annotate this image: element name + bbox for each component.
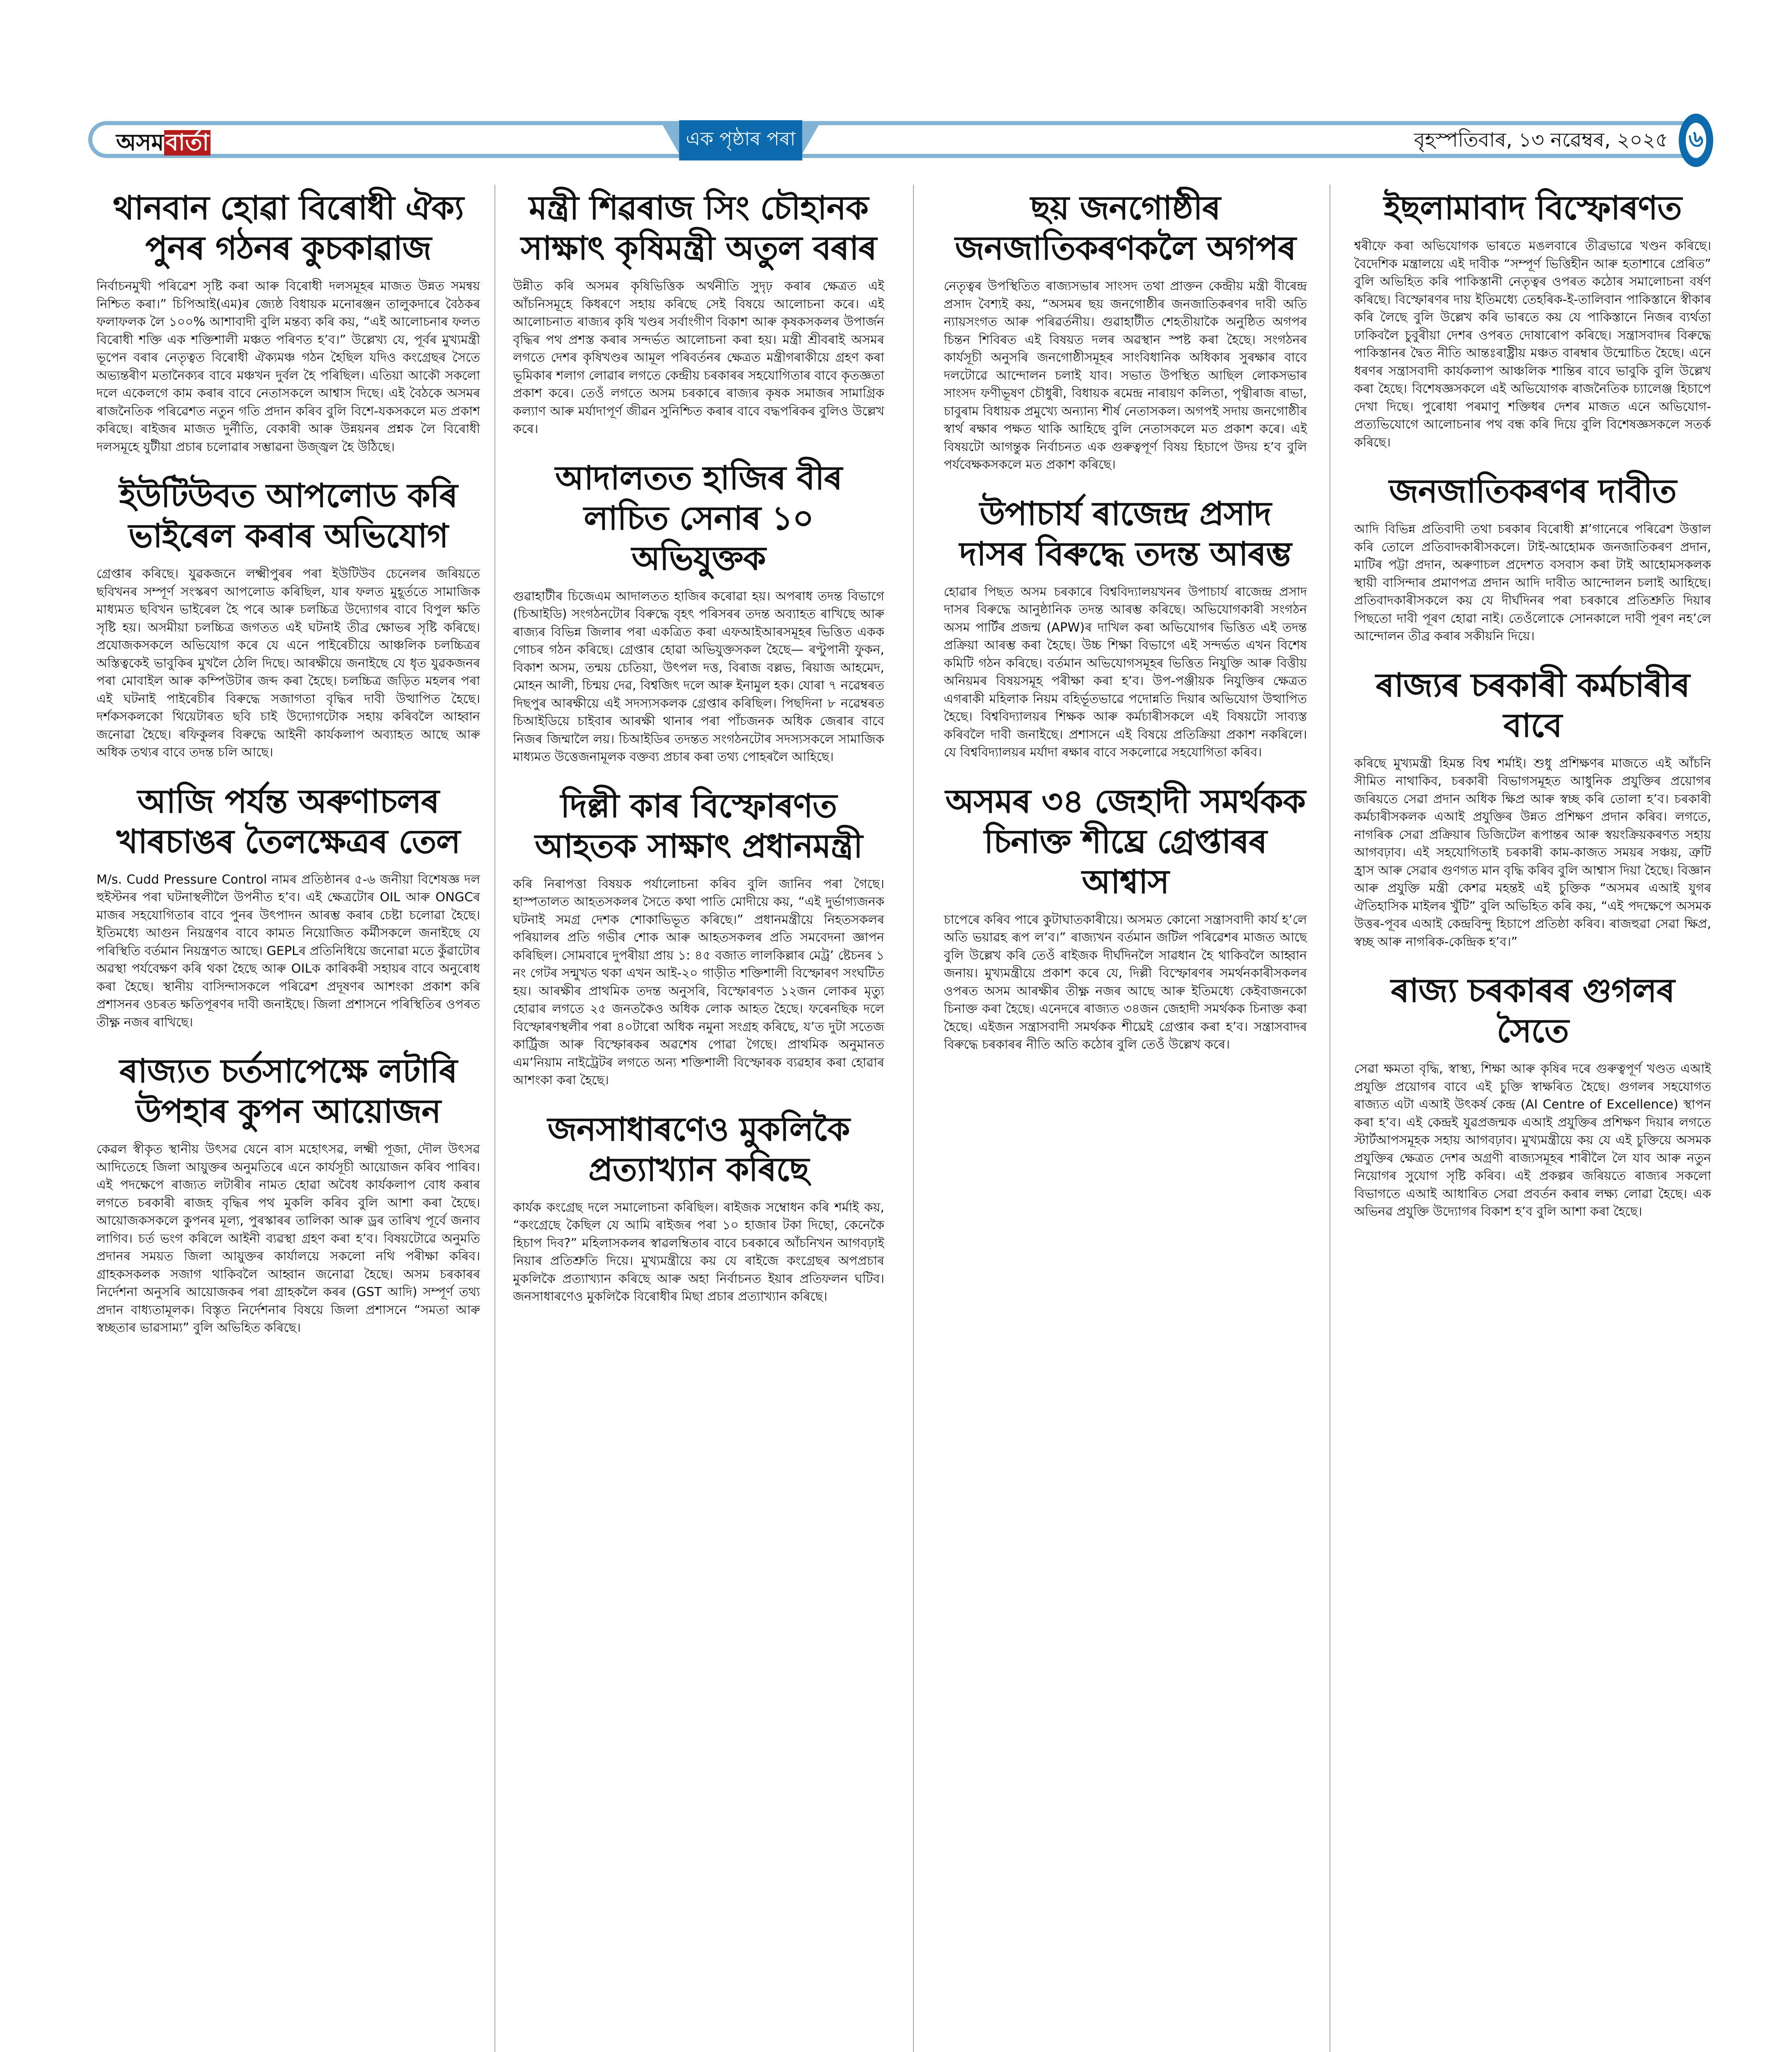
- column-1: [96, 181, 480, 2052]
- story-headline: ইছলামাবাদ বিস্ফোৰণত: [1384, 189, 1682, 227]
- story-headline: দিল্লী কাৰ বিস্ফোৰণত আহতক সাক্ষাৎ প্ৰধানমন্ত্ৰী: [535, 786, 863, 865]
- story: [1354, 963, 1711, 1221]
- story-body: হোৱাৰ পিছত অসম চৰকাৰে বিশ্ববিদ্যালয়খনৰ উপাচাৰ্য ৰাজেন্দ্ৰ প্ৰসাদ দাসৰ বিৰুদ্ধে আনুষ্ঠানিক তদন্ত আৰম্ভ কৰিছে। অভিযোগকাৰী সংগঠন অসম পাৰ্টিৰ প্ৰজন্ম (APW)ৰ দাখিল কৰা অভিযোগৰ ভিত্তিত এই তদন্ত প্ৰক্ৰিয়া আৰম্ভ কৰা হৈছে। উচ্চ শিক্ষা বিভাগে এই সন্দৰ্ভত এখন বিশেষ কমিটি গঠন কৰিছে। বৰ্তমান অভিযোগসমূহৰ ভিত্তিত নিযুক্তি আৰু বিত্তীয় অনিয়মৰ বিষয়সমূহ পৰীক্ষা কৰা হ’ব। উপ-পঞ্জীয়ক নিযুক্তিৰ ক্ষেত্ৰত এগৰাকী মহিলাক নিয়ম বহিৰ্ভূতভাৱে পদোন্নতি দিয়াৰ অভিযোগ উত্থাপিত হৈছে। বিশ্ববিদ্যালয়ৰ শিক্ষক আৰু কৰ্মচাৰীসকলে এই বিষয়টো সাব্যস্ত কৰিবলৈ দাবী জনাইছে। প্ৰশাসনে এই বিষয়ে প্ৰতিক্ৰিয়া প্ৰকাশ নকৰিলে। যে বিশ্ববিদ্যালয়ৰ মৰ্যাদা ৰক্ষাৰ বাবে সকলোৱে সহযোগিতা কৰিব।: [944, 584, 1307, 760]
- page-number-badge: [1679, 114, 1713, 167]
- column-2: [513, 181, 884, 2052]
- column-divider: [494, 185, 495, 2052]
- story-body: কৰি নিৰাপত্তা বিষয়ক পৰ্যালোচনা কৰিব বুলি জানিব পৰা গৈছে। হাস্পতালত আহতসকলৰ সৈতে কথা পাতি মোদীয়ে কয়, “এই দুৰ্ভাগ্যজনক ঘটনাই সমগ্ৰ দেশক শোকাভিভূত কৰিছে।” প্ৰধানমন্ত্ৰীয়ে নিহতসকলৰ পৰিয়ালৰ প্ৰতি গভীৰ শোক আৰু আহতসকলৰ প্ৰতি সমবেদনা জ্ঞাপন কৰিছিল। সোমবাৰে দুপৰীয়া প্ৰায় ১: ৪৫ বজাত লালকিল্লাৰ মেট্ৰ’ ষ্টেচনৰ ১ নং গেটৰ সন্মুখত থকা এখন আই-২০ গাড়ীত শক্তিশালী বিস্ফোৰণ সংঘটিত হয়। আৰক্ষীৰ প্ৰাথমিক তদন্ত অনুসৰি, বিস্ফোৰণত ১২জন লোকৰ মৃত্যু হোৱাৰ লগতে ২৫ জনতকৈও অধিক লোক আহত হৈছে। ফৰেনছিক দলে বিস্ফোৰণস্থলীৰ পৰা ৪০টাৰো অধিক নমুনা সংগ্ৰহ কৰিছে, য’ত দুটা সতেজ কাৰ্ট্ৰিজ আৰু বিস্ফোৰকৰ অৱশেষ পোৱা গৈছে। প্ৰাথমিক অনুমানত এম’নিয়াম নাইট্ৰেটৰ লগতে অন্য শক্তিশালী বিস্ফোৰক ব্যৱহাৰ কৰা হোৱাৰ আশংকা কৰা হৈছে।: [513, 877, 884, 1088]
- story-body: গ্ৰেপ্তাৰ কৰিছে। যুৱকজনে লক্ষ্মীপুৰৰ পৰা ইউটিউব চেনেলৰ জৰিয়তে ছবিখনৰ সম্পূৰ্ণ সংস্কৰণ আপলোড কৰিছিল, যাৰ ফলত মুহূৰ্ততে সামাজিক মাধ্যমত ছবিখন ভাইৰেল হৈ পৰে আৰু চলচ্চিত্ৰ উদ্যোগৰ বাবে বিপুল ক্ষতি সৃষ্টি হয়। অসমীয়া চলচ্চিত্ৰ জগতত এই ঘটনাই তীব্ৰ ক্ষোভৰ সৃষ্টি কৰিছে। প্ৰযোজকসকলে অভিযোগ কৰে যে এনে পাইৰেচীয়ে আঞ্চলিক চলচ্চিত্ৰৰ অস্তিত্বকেই ভাবুকিৰ মুখলৈ ঠেলি দিছে। আৰক্ষীয়ে জনাইছে যে ধৃত যুৱকজনৰ পৰা মোবাইল আৰু কম্পিউটাৰ জব্দ কৰা হৈছে। চলচ্চিত্ৰ জড়িত মহলৰ পৰা এই ঘটনাই পাইৰেচীৰ বিৰুদ্ধে সজাগতা বৃদ্ধিৰ দাবী উত্থাপিত হৈছে। দৰ্শকসকলকো থিয়েটাৰত ছবি চাই উদ্যোগটোক সহায় কৰিবলৈ আহ্বান জনোৱা হৈছে। ৰফিকুলৰ বিৰুদ্ধে আইনী কাৰ্যকলাপ অব্যাহত আছে আৰু অধিক তথ্যৰ বাবে তদন্ত চলি আছে।: [96, 567, 480, 760]
- story: [96, 468, 480, 762]
- story: [96, 774, 480, 1032]
- banner-wing-left: [663, 125, 679, 154]
- story-headline: ৰাজ্য চৰকাৰৰ গুগলৰ সৈতে: [1391, 971, 1675, 1050]
- story: [1354, 658, 1711, 951]
- story-headline: উপাচাৰ্য ৰাজেন্দ্ৰ প্ৰসাদ দাসৰ বিৰুদ্ধে তদন্ত আৰম্ভ: [959, 494, 1291, 573]
- story-body: M/s. Cudd Pressure Control নামৰ প্ৰতিষ্ঠানৰ ৫-৬ জনীয়া বিশেষজ্ঞ দল হুইস্টনৰ পৰা ঘটনাস্থলীলৈ উপনীত হ’ব। এই ক্ষেত্ৰটোৰ OIL আৰু ONGCৰ মাজৰ সহযোগিতাৰ বাবে পুনৰ উৎপাদন আৰম্ভ কৰাৰ চেষ্টা চলোৱা হৈছে। ইতিমধ্যে আগুন নিয়ন্ত্ৰণৰ বাবে কামত নিয়োজিত কৰ্মীসকলে জনাইছে যে পৰিস্থিতি বৰ্তমান নিয়ন্ত্ৰণত আছে। GEPLৰ প্ৰতিনিধিয়ে জনোৱা মতে কুঁৱাটোৰ অৱস্থা পৰ্যবেক্ষণ কৰি থকা হৈছে আৰু OILক কাৰিকৰী সহায়ৰ বাবে অনুৰোধ কৰা হৈছে। স্থানীয় বাসিন্দাসকলে পৰিৱেশ প্ৰদূষণৰ আশংকা প্ৰকাশ কৰি প্ৰশাসনৰ ওচৰত ক্ষতিপূৰণৰ দাবী জনাইছে। জিলা প্ৰশাসনে পৰিস্থিতিৰ ওপৰত তীক্ষ্ণ নজৰ ৰাখিছে।: [96, 872, 480, 1030]
- column-3: [944, 181, 1307, 2052]
- story-body: উন্নীত কৰি অসমৰ কৃষিভিত্তিক অৰ্থনীতি সুদৃঢ় কৰাৰ ক্ষেত্ৰত এই আঁচনিসমূহে কিধৰণে সহায় কৰিছে সেই বিষয়ে আলোচনা কৰে। এই আলোচনাত ৰাজ্যৰ কৃষি খণ্ডৰ সৰ্বাংগীণ বিকাশ আৰু কৃষকসকলৰ উপাৰ্জন বৃদ্ধিৰ পথ প্ৰশস্ত কৰাৰ সন্দৰ্ভত আলোচনা কৰা হয়। মন্ত্ৰী শ্ৰীবৰাই অসমৰ লগতে দেশৰ কৃষিখণ্ডৰ আমূল পৰিবৰ্তনৰ ক্ষেত্ৰত মন্ত্ৰীগৰাকীয়ে গ্ৰহণ কৰা ভূমিকাৰ শলাগ লোৱাৰ লগতে কেন্দ্ৰীয় চৰকাৰৰ সহযোগিতাৰ বাবে কৃতজ্ঞতা প্ৰকাশ কৰে। তেওঁ লগতে অসম চৰকাৰে ৰাজ্যৰ কৃষক সমাজৰ সামাগ্ৰিক কল্যাণ আৰু মৰ্যাদাপূৰ্ণ জীৱন সুনিশ্চিত কৰাৰ বাবে বদ্ধপৰিকৰ বুলিও উল্লেখ কৰে।: [513, 279, 884, 436]
- page-header: [88, 121, 1713, 159]
- story-body: নেতৃত্বৰ উপস্থিতিত ৰাজ্যসভাৰ সাংসদ তথা প্ৰাক্তন কেন্দ্ৰীয় মন্ত্ৰী বীৰেন্দ্ৰ প্ৰসাদ বৈশ্যই কয়, “অসমৰ ছয় জনগোষ্ঠীৰ জনজাতিকৰণৰ দাবী অতি ন্যায়সংগত আৰু পৰিৱৰ্তনীয়। গুৱাহাটীত শেহতীয়াকৈ অনুষ্ঠিত অগপৰ চিন্তন শিবিৰত এই বিষয়ত দলৰ অৱস্থান স্পষ্ট কৰা হৈছে। সংগঠনৰ কাৰ্যসূচী অনুসৰি জনগোষ্ঠীসমূহৰ সাংবিধানিক অধিকাৰ সুৰক্ষাৰ বাবে দলটোৱে আন্দোলন চলাই যাব। সভাত উপস্থিত আছিল লোকসভাৰ সাংসদ ফণীভূষণ চৌধুৰী, বিধায়ক ৰমেন্দ্ৰ নাৰায়ণ কলিতা, পৃথ্বীৰাজ ৰাভা, চাবুৰাম বিধায়ক প্ৰমুখ্যে অন্যান্য শীৰ্ষ নেতাসকল। অগপই সদায় জনগোষ্ঠীৰ স্বাৰ্থ ৰক্ষাৰ পক্ষত থাকি আহিছে বুলি নেতাসকলে মত প্ৰকাশ কৰে। এই বিষয়টো আগন্তুক নিৰ্বাচনত এক গুৰুত্বপূৰ্ণ বিষয় হিচাপে উদয় হ’ব বুলি পৰ্যবেক্ষকসকলে মত প্ৰকাশ কৰিছে।: [944, 279, 1307, 472]
- story-headline: ছয় জনগোষ্ঠীৰ জনজাতিকৰণকলৈ অগপৰ: [955, 189, 1296, 267]
- story: [513, 1102, 884, 1306]
- story-headline: জনসাধাৰণেও মুকলিকৈ প্ৰত্যাখ্যান কৰিছে: [547, 1110, 850, 1189]
- story-body: কাৰ্যক কংগ্ৰেছ দলে সমালোচনা কৰিছিল। ৰাইজক সম্বোধন কৰি শৰ্মাই কয়, “কংগ্ৰেছে কৈছিল যে আমি ৰাইজৰ পৰা ১০ হাজাৰ টকা দিছো, কেনেকৈ হিচাপ দিব?” মহিলাসকলৰ স্বাৱলম্বিতাৰ বাবে চৰকাৰে আঁচনিখন আগবঢ়াই নিয়াৰ প্ৰতিশ্ৰুতি দিয়ে। মুখ্যমন্ত্ৰীয়ে কয় যে ৰাইজে কংগ্ৰেছৰ অপপ্ৰচাৰ মুকলিকৈ প্ৰত্যাখ্যান কৰিছে আৰু অহা নিৰ্বাচনত ইয়াৰ প্ৰতিফলন ঘটিব। জনসাধাৰণেও মুকলিকৈ বিৰোধীৰ মিছা প্ৰচাৰ প্ৰত্যাখ্যান কৰিছে।: [513, 1200, 884, 1304]
- story: [944, 486, 1307, 762]
- story-headline: জনজাতিকৰণৰ দাবীত: [1389, 472, 1676, 510]
- story-body: কৰিছে মুখ্যমন্ত্ৰী হিমন্ত বিশ্ব শৰ্মাই। শুধু প্ৰশিক্ষণৰ মাজতে এই আঁচনি সীমিত নাথাকিব, চৰকাৰী বিভাগসমূহত আধুনিক প্ৰযুক্তিৰ প্ৰয়োগৰ জৰিয়তে সেৱা প্ৰদান অধিক ক্ষিপ্ৰ আৰু স্বচ্ছ কৰি তোলা হ’ব। চৰকাৰী কৰ্মচাৰীসকলক এআই প্ৰযুক্তিৰ উন্নত প্ৰশিক্ষণ প্ৰদান কৰিব। লগতে, নাগৰিক সেৱা প্ৰক্ৰিয়াৰ ডিজিটেল ৰূপান্তৰ আৰু স্বয়ংক্ৰিয়কৰণত সহায় আগবঢ়াব। এই সহযোগিতাই চৰকাৰী কাম-কাজত সময়ৰ সঞ্চয়, ত্ৰুটি হ্ৰাস আৰু সেৱাৰ গুণগত মান বৃদ্ধি কৰিব বুলি আশ্বাস দিয়া হৈছে। বিজ্ঞান আৰু প্ৰযুক্তি মন্ত্ৰী কেশৱ মহন্তই এই চুক্তিক “অসমৰ এআই যুগৰ ঐতিহাসিক মাইলৰ খুঁটি” বুলি অভিহিত কৰি কয়, “এই পদক্ষেপে অসমক উত্তৰ-পূবৰ এআই কেন্দ্ৰবিন্দু হিচাপে প্ৰতিষ্ঠা কৰিব। ৰাজহুৱা সেৱা ক্ষিপ্ৰ, স্বচ্ছ আৰু নাগৰিক-কেন্দ্ৰিক হ’ব।”: [1354, 756, 1711, 949]
- story-body: চাপেৰে কৰিব পাৰে কুটাঘাতকাৰীয়ে। অসমত কোনো সন্ত্ৰাসবাদী কাৰ্য হ’লে অতি ভয়াৱহ ৰূপ ল’ব।” ৰাজ্যখন বৰ্তমান জটিল পৰিৱেশৰ মাজত আছে বুলি উল্লেখ কৰি তেওঁ ৰাইজক দীৰ্ঘদিনলৈ সাৱধান হৈ থাকিবলৈ আহ্বান জনায়। মুখ্যমন্ত্ৰীয়ে প্ৰকাশ কৰে যে, দিল্লী বিস্ফোৰণৰ সমৰ্থনকাৰীসকলৰ ওপৰত অসম আৰক্ষীৰ তীক্ষ্ণ নজৰ আছে আৰু ইতিমধ্যে কেইবাজনকো চিনাক্ত কৰা হৈছে। এনেদৰে ৰাজ্যত ৩৪জন জেহাদী সমৰ্থকক চিনাক্ত কৰা হৈছে। এইজন সন্ত্ৰাসবাদী সমৰ্থকক শীঘ্ৰেই গ্ৰেপ্তাৰ কৰা হ’ব। সন্ত্ৰাসবাদৰ বিৰুদ্ধে চৰকাৰৰ নীতি অতি কঠোৰ বুলি তেওঁ উল্লেখ কৰে।: [944, 912, 1307, 1052]
- column-divider: [913, 185, 914, 2052]
- story-body: গুৱাহাটীৰ চিজেএম আদালতত হাজিৰ কৰোৱা হয়। অপৰাধ তদন্ত বিভাগে (চিআইডি) সংগঠনটোৰ বিৰুদ্ধে বৃহৎ পৰিসৰৰ তদন্ত অব্যাহত ৰাখিছে আৰু ৰাজ্যৰ বিভিন্ন জিলাৰ পৰা একত্ৰিত কৰা এফআইআৰসমূহৰ ভিত্তিত একক গোচৰ গঠন কৰিছে। গ্ৰেপ্তাৰ হোৱা অভিযুক্তসকল হৈছে— ৰণ্টুপানী ফুকন, বিকাশ অসম, তন্ময় চেতিয়া, উৎপল দত্ত, বিৰাজ বল্লভ, ৰিয়াজ আহমেদ, মোহন আলী, চিন্ময় দেৱ, বিশ্বজিৎ দলে আৰু ইনামুল হক। যোৰা ৭ নৱেম্বৰত দিছপুৰ আৰক্ষীয়ে এই সদস্যসকলক গ্ৰেপ্তাৰ কৰিছিল। পিছদিনা ৮ নৱেম্বৰত চিআইডিয়ে চাইবাৰ আৰক্ষী থানাৰ পৰা পাঁচজনক অধিক জেৰাৰ বাবে নিজৰ জিম্মালৈ লয়। চিআইডিৰ তদন্তত সংগঠনটোৰ সদস্যসকলে সামাজিক মাধ্যমত উত্তেজনামূলক বক্তব্য প্ৰচাৰ কৰা তথ্য পোহৰলৈ আহিছে।: [513, 589, 884, 764]
- banner-wing-right: [802, 125, 819, 154]
- story-body: কেৱল স্বীকৃত স্থানীয় উৎসৱ যেনে ৰাস মহোৎসৱ, লক্ষ্মী পূজা, দৌল উৎসৱ আদিতেহে জিলা আয়ুক্তৰ অনুমতিৰে এনে কাৰ্যসূচী আয়োজন কৰিব পাৰিব। এই পদক্ষেপে ৰাজ্যত লটাৰীৰ নামত হোৱা অবৈধ কাৰ্যকলাপ বোধ কৰাৰ লগতে চৰকাৰী ৰাজহ বৃদ্ধিৰ পথ মুকলি কৰিব বুলি আশা কৰা হৈছে। আয়োজকসকলে কুপনৰ মূল্য, পুৰস্কাৰৰ তালিকা আৰু ড্ৰৰ তাৰিখ পূৰ্বে জনাব লাগিব। চৰ্ত ভংগ কৰিলে আইনী ব্যৱস্থা গ্ৰহণ কৰা হ’ব। বিষয়টোৱে অনুমতি প্ৰদানৰ সময়ত জিলা আয়ুক্তৰ কাৰ্যালয়ে সকলো নথি পৰীক্ষা কৰিব। গ্ৰাহকসকলক সজাগ থাকিবলৈ আহ্বান জনোৱা হৈছে। অসম চৰকাৰৰ নিৰ্দেশনা অনুসৰি আয়োজকৰ পৰা গ্ৰাহকলৈ কৰৰ (GST আদি) সম্পূৰ্ণ তথ্য প্ৰদান বাধ্যতামূলক। বিস্তৃত নিৰ্দেশনাৰ বিষয়ে জিলা প্ৰশাসনে “সমতা আৰু স্বচ্ছতাৰ ভাৱসাম্য” বুলি অভিহিত কৰিছে।: [96, 1142, 480, 1335]
- story-body: সেৱা ক্ষমতা বৃদ্ধি, স্বাস্থ্য, শিক্ষা আৰু কৃষিৰ দৰে গুৰুত্বপূৰ্ণ খণ্ডত এআই প্ৰযুক্তি প্ৰয়োগৰ বাবে এই চুক্তি স্বাক্ষৰিত হৈছে। গুগলৰ সহযোগত ৰাজ্যত এটা এআই উৎকৰ্ষ কেন্দ্ৰ (AI Centre of Excellence) স্থাপন কৰা হ’ব। এই কেন্দ্ৰই যুৱপ্ৰজন্মক এআই প্ৰযুক্তিৰ প্ৰশিক্ষণ দিয়াৰ লগতে স্টাৰ্টআপসমূহক সহায় আগবঢ়াব। মুখ্যমন্ত্ৰীয়ে কয় যে এই চুক্তিয়ে অসমক প্ৰযুক্তিৰ ক্ষেত্ৰত দেশৰ অগ্ৰণী ৰাজ্যসমূহৰ শাৰীলৈ লৈ যাব আৰু নতুন নিয়োগৰ সুযোগ সৃষ্টি কৰিব। এই প্ৰকল্পৰ জৰিয়তে ৰাজ্যৰ সকলো বিভাগতে এআই আধাৰিত সেৱা প্ৰবৰ্তন কৰাৰ লক্ষ্য লোৱা হৈছে। এক অভিনৱ প্ৰযুক্তি উদ্যোগৰ বিকাশ হ’ব বুলি আশা কৰা হৈছে।: [1354, 1062, 1711, 1219]
- story-headline: ৰাজ্যৰ চৰকাৰী কৰ্মচাৰীৰ বাবে: [1375, 666, 1690, 744]
- story-headline: ৰাজ্যত চৰ্তসাপেক্ষে লটাৰি উপহাৰ কুপন আয়োজন: [119, 1052, 457, 1130]
- story: [1354, 464, 1711, 646]
- logo-text-red: বাৰ্তা: [164, 130, 211, 156]
- story: [513, 779, 884, 1090]
- story-body: আদি বিভিন্ন প্ৰতিবাদী তথা চৰকাৰ বিৰোধী শ্ল’গানেৰে পৰিৱেশ উত্তাল কৰি তোলে প্ৰতিবাদকাৰীসকলে। টাই-আহোমক জনজাতিকৰণ প্ৰদান, মাটিৰ পট্টা প্ৰদান, অৰুণাচল প্ৰদেশত বসবাস কৰা টাই আহোমসকলক স্থায়ী বাসিন্দাৰ প্ৰমাণপত্ৰ প্ৰদান আদি দাবীত আন্দোলন চলাই আহিছে। প্ৰতিবাদকাৰীসকলে কয় যে দীৰ্ঘদিনৰ পৰা চৰকাৰে প্ৰতিশ্ৰুতি দিয়াৰ পিছতো দাবী পূৰণ হোৱা নাই। তেওঁলোকে সোনকালে দাবী পূৰণ নহ’লে আন্দোলন তীব্ৰ কৰাৰ সকীয়নি দিয়ে।: [1354, 522, 1711, 644]
- masthead-logo[interactable]: [116, 127, 211, 156]
- story: [944, 774, 1307, 1054]
- story: [944, 181, 1307, 474]
- story-headline: আদালতত হাজিৰ বীৰ লাচিত সেনাৰ ১০ অভিযুক্তক: [555, 458, 842, 577]
- logo-text-black: অসম: [116, 129, 164, 156]
- issue-date: বৃহস্পতিবাৰ, ১৩ নৱেম্বৰ, ২০২৫: [1414, 128, 1668, 151]
- column-4: [1354, 181, 1711, 2052]
- header-rule-top: [105, 121, 1693, 125]
- story: [513, 181, 884, 438]
- section-banner: এক পৃষ্ঠাৰ পৰা: [679, 120, 802, 160]
- story-headline: থানবান হোৱা বিৰোধী ঐক্য পুনৰ গঠনৰ কুচকাৱাজ: [113, 189, 464, 267]
- story-headline: অসমৰ ৩৪ জেহাদী সমৰ্থকক চিনাক্ত শীঘ্ৰে গ্ৰেপ্তাৰৰ আশ্বাস: [945, 782, 1306, 901]
- story: [96, 181, 480, 456]
- story-headline: আজি পৰ্যন্ত অৰুণাচলৰ খাৰচাঙৰ তৈলক্ষেত্ৰৰ তেল: [116, 782, 460, 861]
- story: [96, 1044, 480, 1337]
- story-body: নিৰ্বাচনমুখী পৰিৱেশ সৃষ্টি কৰা আৰু বিৰোধী দলসমূহৰ মাজত উন্নত সমন্বয় নিশ্চিত কৰা।” চিপিআই(এম)ৰ জ্যেষ্ঠ বিধায়ক মনোৰঞ্জন তালুকদাৰে বৈঠকৰ ফলাফলক লৈ ১০০% আশাবাদী বুলি মন্তব্য কৰি কয়, “এই আলোচনাৰ ফলত বিৰোধী শক্তি এক শক্তিশালী মঞ্চত পৰিণত হ’ব।” উল্লেখ্য যে, পূৰ্বৰ মুখ্যমন্ত্ৰী ভূপেন বৰাৰ নেতৃত্বত বিৰোধী ঐক্যমঞ্চ গঠন হৈছিল যদিও কংগ্ৰেছৰ সৈতে অভ্যন্তৰীণ মতানৈক্যৰ বাবে মঞ্চখন দুৰ্বল হৈ পৰিছিল। এতিয়া আকৌ সকলো দলে একেলগে কাম কৰাৰ বাবে নেতাসকলে আশ্বাস দিছে। এই বৈঠকে অসমৰ ৰাজনৈতিক পৰিৱেশত নতুন গতি প্ৰদান কৰিব বুলি বিশে-যকসকলে মত প্ৰকাশ কৰিছে। ৰাইজৰ মাজত দুৰ্নীতি, বেকাৰী আৰু উন্নয়নৰ প্ৰশ্নক লৈ বিৰোধী দলসমূহে যুটীয়া প্ৰচাৰ চলোৱাৰ সম্ভাৱনা উজ্জ্বল হৈ উঠিছে।: [96, 279, 480, 454]
- story-headline: ইউটিউবত আপলোড কৰি ভাইৰেল কৰাৰ অভিযোগ: [119, 476, 458, 555]
- story: [1354, 181, 1711, 451]
- story-body: শ্বৰীফে কৰা অভিযোগক ভাৰতে মঙলবাৰে তীব্ৰভাৱে খণ্ডন কৰিছে। বৈদেশিক মন্ত্ৰালয়ে এই দাবীক “সম্পূৰ্ণ ভিত্তিহীন আৰু হতাশাৰে প্ৰেৰিত” বুলি অভিহিত কৰি পাকিস্তানী নেতৃত্বৰ ওপৰত কঠোৰ সমালোচনা বৰ্ষণ কৰিছে। বিস্ফোৰণৰ দায় ইতিমধ্যে তেহৰিক-ই-তালিবান পাকিস্তানে স্বীকাৰ কৰি লৈছে বুলি উল্লেখ কৰি ভাৰতে কয় যে পাকিস্তানে নিজৰ ব্যৰ্থতা ঢাকিবলৈ চুবুৰীয়া দেশৰ ওপৰত দোষাৰোপ কৰিছে। সন্ত্ৰাসবাদৰ বিৰুদ্ধে পাকিস্তানৰ দ্বৈত নীতি আন্তঃৰাষ্ট্ৰীয় মঞ্চত বাৰম্বাৰ উন্মোচিত হৈছে। এনে ধৰণৰ সন্ত্ৰাসবাদী কাৰ্যকলাপ আঞ্চলিক শান্তিৰ বাবে ভাবুকি বুলি উল্লেখ কৰা হৈছে। বিশেষজ্ঞসকলে এই অভিযোগক ৰাজনৈতিক চ্যালেঞ্জ হিচাপে দেখা দিছে। পুৰোধা পৰমাণু শক্তিধৰ দেশৰ মাজত এনে অভিযোগ-প্ৰত্যভিযোগে আলোচনাৰ পথ বন্ধ কৰি দিয়ে বুলি বিশেষজ্ঞসকলে সতৰ্ক কৰিছে।: [1354, 239, 1711, 450]
- story: [513, 451, 884, 766]
- story-headline: মন্ত্ৰী শিৱৰাজ সিং চৌহানক সাক্ষাৎ কৃষিমন্ত্ৰী অতুল বৰাৰ: [521, 189, 877, 267]
- page-number: ৬: [1686, 123, 1706, 158]
